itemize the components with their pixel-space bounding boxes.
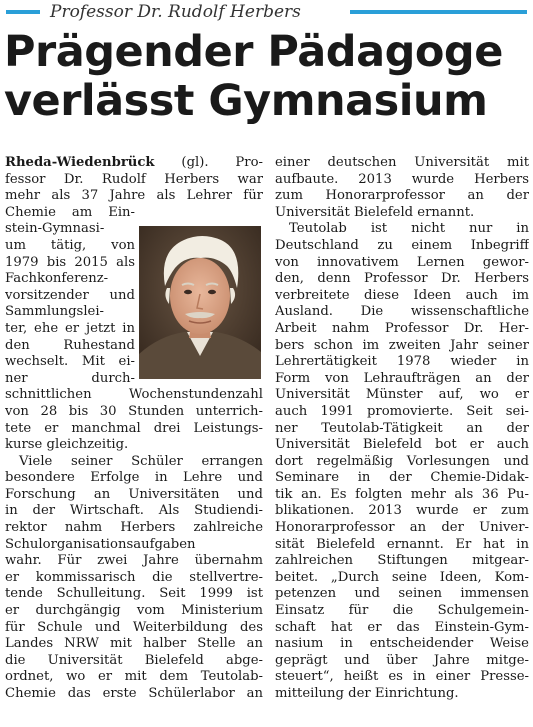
column1-line: den Ruhestand [5, 337, 135, 353]
column1-line: Chemie am Ein- [5, 204, 135, 220]
column1-line: tete er manchmal drei Leistungs- [5, 420, 263, 436]
column1-line: Forschung an Universitäten und [5, 486, 263, 502]
column1-line: fessor Dr. Rudolf Herbers war [5, 171, 263, 187]
column1-line: Chemie das erste Schülerlabor an [5, 686, 263, 701]
column1-line: tende Schulleitung. Seit 1999 ist [5, 586, 263, 602]
headline [4, 28, 529, 126]
headline-line-2: verlässt Gymnasium [4, 76, 488, 126]
column1-line: vorsitzender und [5, 287, 135, 303]
column2-line: nasium in entscheidender Weise [275, 636, 529, 652]
column1-line: rektor nahm Herbers zahlreiche [5, 520, 263, 536]
column1-line: kurse gleichzeitig. [5, 437, 129, 453]
column2-line: geprägt und über Jahre mitge- [275, 652, 529, 668]
column2-line: blikationen. 2013 wurde er zum [275, 503, 529, 519]
article-column-2 [275, 155, 529, 703]
column1-line: mehr als 37 Jahre als Lehrer für [5, 188, 263, 204]
column1-line: wahr. Für zwei Jahre übernahm [5, 553, 263, 569]
column1-line: er kommissarisch die stellvertre- [5, 569, 263, 585]
headline-line-1: Prägender Pädagoge [4, 27, 503, 77]
column2-line: Form von Lehraufträgen an der [275, 370, 529, 386]
column1-line: für Schule und Weiterbildung des [5, 619, 263, 635]
column1-line: Fachkonferenz- [5, 271, 109, 287]
column1-line: wechselt. Mit ei- [5, 354, 135, 370]
column1-line: in der Wirtschaft. Als Studiendi- [5, 503, 263, 519]
column1-line: Sammlungslei- [5, 304, 105, 320]
column2-line: dort regelmäßig Vorlesungen und [275, 453, 529, 469]
column2-line: Einsatz für die Schulgemein- [275, 603, 529, 619]
column2-line: sität Bielefeld ernannt. Er hat in [275, 536, 529, 552]
column1-line: er durchgängig vom Ministerium [5, 603, 263, 619]
column1-line: schnittlichen Wochenstundenzahl [5, 387, 263, 403]
kicker-rule-right [350, 10, 527, 14]
column2-line: auch 1991 promovierte. Seit sei- [275, 403, 529, 419]
column1-line: 1979 bis 2015 als [5, 254, 135, 270]
column1-line-0: (gl). Pro- [154, 155, 263, 170]
column2-line: petenzen und seinen immensen [275, 586, 529, 602]
column2-line: zahlreichen Stiftungen mitgear- [275, 553, 529, 569]
portrait-photo [139, 226, 261, 379]
column1-line: von 28 bis 30 Stunden unterrich- [5, 403, 263, 419]
column2-line: ner Teutolab-Tätigkeit an der [275, 420, 529, 436]
column2-line: mitteilung der Einrichtung. [275, 686, 459, 701]
column2-line: Universität Bielefeld ernannt. [275, 204, 475, 220]
column2-line: Deutschland zu einem Inbegriff [275, 237, 529, 253]
column2-line: verbreitete diese Ideen auch im [275, 287, 529, 303]
column2-line: beitet. „Durch seine Ideen, Kom- [275, 569, 529, 585]
portrait-image [139, 226, 261, 379]
column1-line: die Universität Bielefeld abge- [5, 652, 263, 668]
column1-line: Viele seiner Schüler errangen [19, 453, 263, 469]
column1-line [5, 155, 263, 172]
column1-line: um tätig, von [5, 237, 135, 253]
column2-line: zum Honorarprofessor an der [275, 188, 529, 204]
column2-line: Arbeit nahm Professor Dr. Her- [275, 320, 529, 336]
column2-line: steuert“, heißt es in einer Presse- [275, 669, 529, 685]
dateline: Rheda-Wiedenbrück [5, 155, 155, 170]
column2-line: Universität Münster auf, wo er [275, 387, 529, 403]
column2-line: Seminare in der Chemie-Didak- [275, 470, 529, 486]
column2-line: Teutolab ist nicht nur in [289, 221, 529, 237]
column1-line: ordnet, wo er mit dem Teutolab- [5, 669, 263, 685]
column2-line: bers schon im zweiten Jahr seiner [275, 337, 529, 353]
column2-line: Lehrertätigkeit 1978 wieder in [275, 354, 529, 370]
column1-line: Landes NRW mit halber Stelle an [5, 636, 263, 652]
kicker-rule-left [6, 10, 40, 14]
column2-line: aufbaute. 2013 wurde Herbers [275, 171, 529, 187]
column1-line: ter, ehe er jetzt in [5, 320, 135, 336]
column2-line: Universität Bielefeld bot er auch [275, 437, 529, 453]
column2-line: Ausland. Die wissenschaftliche [275, 304, 529, 320]
kicker-bar [0, 0, 533, 24]
column2-line: tik an. Es folgten mehr als 36 Pu- [275, 486, 529, 502]
column1-line: besondere Erfolge in Lehre und [5, 470, 263, 486]
column2-line: einer deutschen Universität mit [275, 155, 529, 170]
kicker-text: Professor Dr. Rudolf Herbers [50, 2, 301, 22]
column2-line: den, denn Professor Dr. Herbers [275, 271, 529, 287]
column1-line: Schulorganisationsaufgaben [5, 536, 196, 552]
column2-line: Honorarprofessor an der Univer- [275, 520, 529, 536]
column1-line: ner durch- [5, 370, 135, 386]
column2-line: schaft hat er das Einstein-Gym- [275, 619, 529, 635]
column1-line: stein-Gymnasi- [5, 221, 105, 237]
column2-line: von innovativem Lernen gewor- [275, 254, 529, 270]
